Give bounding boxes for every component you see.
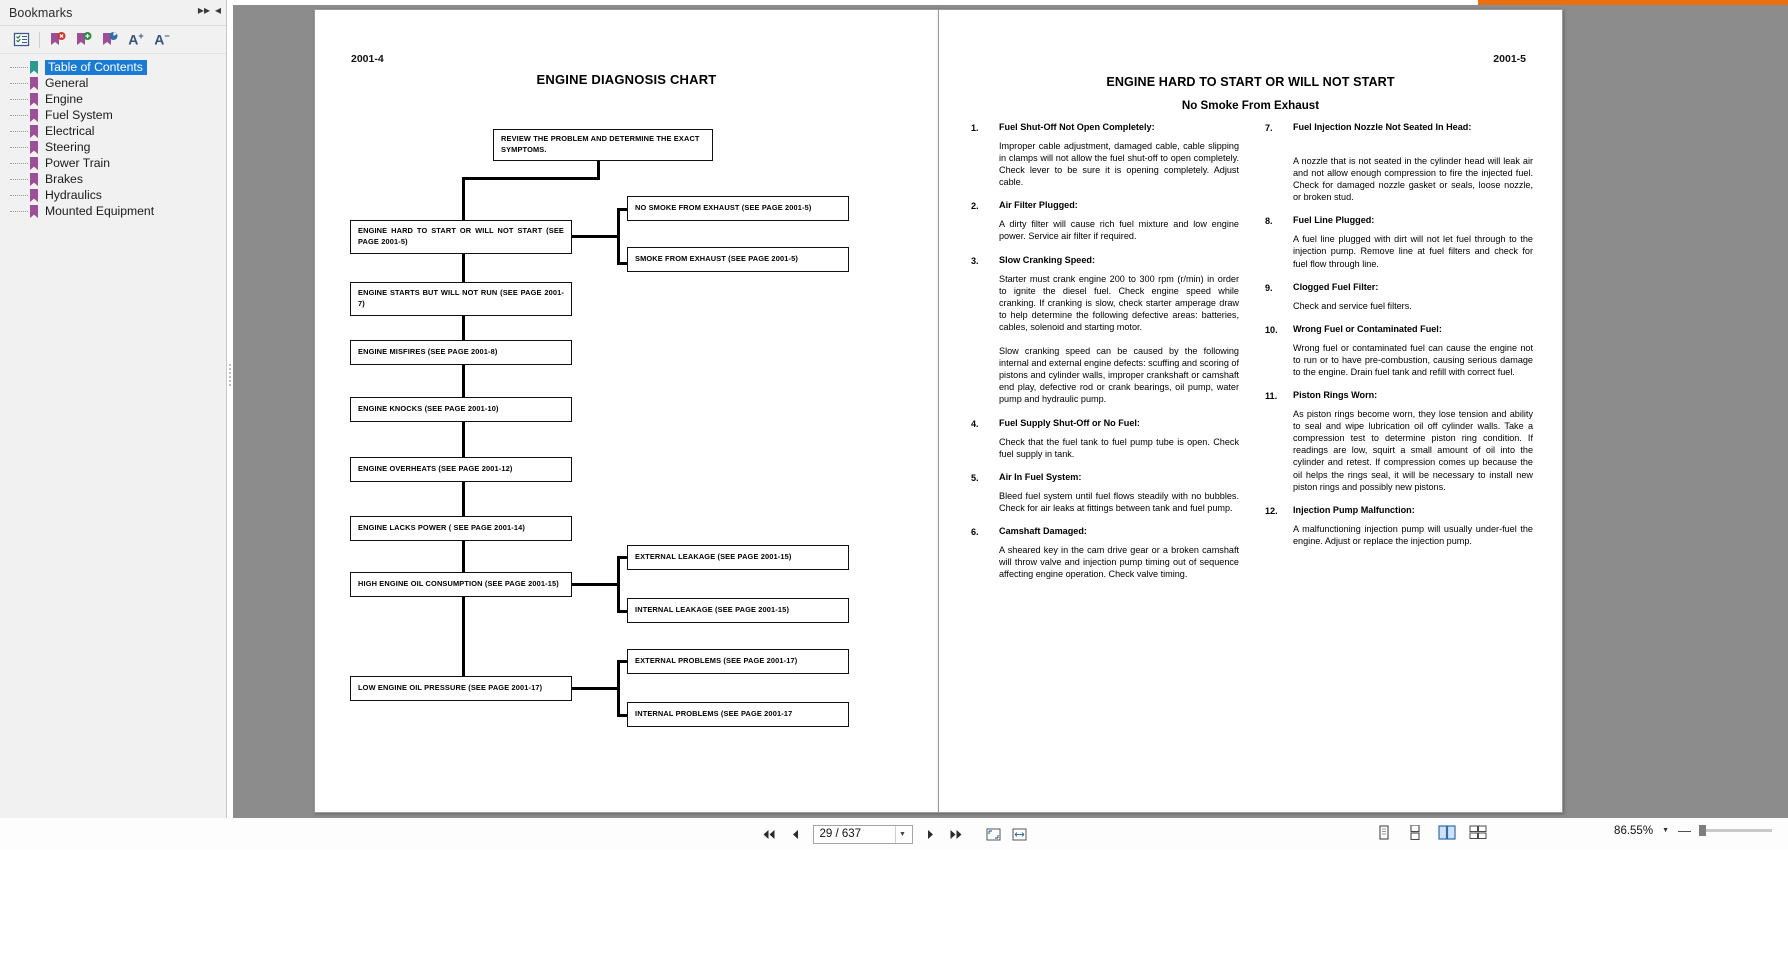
- item-heading: Fuel Supply Shut-Off or No Fuel:: [999, 417, 1140, 428]
- sidebar-item-mounted-equipment[interactable]: [0, 203, 226, 219]
- item-number: 9.: [1265, 282, 1273, 293]
- flow-node-hard-to-start[interactable]: ENGINE HARD TO START OR WILL NOT START (SEE PAGE 2001-5): [350, 220, 572, 254]
- status-bar: [0, 818, 1788, 960]
- connector: [462, 177, 600, 180]
- item-paragraph: Wrong fuel or contaminated fuel can cause the engine not to run or to have pre-combustion, causing serious damage to the engine. Drain fuel tank and refill with correct fuel.: [1293, 342, 1533, 377]
- bookmark-flag-icon: [29, 109, 39, 122]
- item-number: 10.: [1265, 324, 1278, 335]
- bookmarks-sidebar: [0, 0, 227, 818]
- item-paragraph: Slow cranking speed can be caused by the following internal and external engine defects: scuffing and scoring of pistons and cylinder walls, improper crankshaft or camshaft end play, defective rod or crank bearings, oil pump, water pump and hydraulic pump.: [999, 346, 1239, 405]
- zoom-slider-knob[interactable]: [1699, 825, 1706, 836]
- document-viewer: [233, 5, 1788, 818]
- item-heading: Clogged Fuel Filter:: [1293, 281, 1379, 292]
- engine-diagnosis-flowchart: [315, 10, 939, 813]
- item-number: 5.: [971, 472, 979, 483]
- list-item: [1265, 324, 1533, 378]
- flow-node-external-problems[interactable]: EXTERNAL PROBLEMS (SEE PAGE 2001-17): [627, 649, 849, 674]
- last-page-button[interactable]: [948, 826, 965, 843]
- list-item: [971, 122, 1239, 188]
- flow-node-knocks[interactable]: ENGINE KNOCKS (SEE PAGE 2001-10): [350, 397, 572, 422]
- list-item: [971, 418, 1239, 460]
- chevron-down-icon[interactable]: ▼: [895, 826, 910, 843]
- expand-current-bookmark-button[interactable]: [8, 29, 34, 51]
- tree-connector: [10, 67, 28, 68]
- item-paragraph: A malfunctioning injection pump will usually under-fuel the engine. Adjust or replace the injection pump.: [1293, 523, 1533, 546]
- sidebar-item-label: Table of Contents: [45, 60, 147, 75]
- tree-connector: [10, 147, 28, 148]
- page-left[interactable]: [314, 9, 939, 813]
- article-column-right: [1265, 122, 1533, 593]
- page-navigation-bar: [0, 818, 1788, 850]
- fit-width-button[interactable]: [1011, 826, 1028, 843]
- bookmark-flag-icon: [29, 205, 39, 218]
- tree-connector: [10, 99, 28, 100]
- view-mode-group: [1376, 825, 1488, 842]
- list-item: [1265, 122, 1533, 203]
- article-column-left: [971, 122, 1239, 593]
- item-paragraph: A dirty filter will cause rich fuel mixture and low engine power. Service air filter if required.: [999, 219, 1239, 242]
- item-number: 3.: [971, 255, 979, 266]
- item-paragraph: A fuel line plugged with dirt will not let fuel through to the injection pump. Remove line at fuel filters and check for fuel flow through line.: [1293, 234, 1533, 269]
- flow-node-internal-leakage[interactable]: INTERNAL LEAKAGE (SEE PAGE 2001-15): [627, 598, 849, 623]
- list-item: [971, 472, 1239, 514]
- tree-connector: [10, 179, 28, 180]
- hide-panel-icon[interactable]: ◂: [214, 3, 221, 17]
- continuous-view-icon[interactable]: [1407, 825, 1426, 842]
- sidebar-item-label: Brakes: [45, 172, 83, 186]
- flow-node-review[interactable]: REVIEW THE PROBLEM AND DETERMINE THE EXACT SYMPTOMS.: [493, 129, 713, 161]
- zoom-out-button[interactable]: —: [1678, 823, 1691, 838]
- item-number: 4.: [971, 418, 979, 429]
- list-item: [1265, 390, 1533, 493]
- sidebar-item-label: General: [45, 76, 89, 90]
- increase-text-size-button[interactable]: A+: [128, 31, 144, 48]
- bookmarks-title: Bookmarks: [9, 5, 73, 20]
- flow-node-low-oil-pressure[interactable]: LOW ENGINE OIL PRESSURE (SEE PAGE 2001-17): [350, 676, 572, 701]
- flow-node-external-leakage[interactable]: EXTERNAL LEAKAGE (SEE PAGE 2001-15): [627, 545, 849, 570]
- tree-connector: [10, 211, 28, 212]
- zoom-slider[interactable]: [1700, 829, 1772, 832]
- page-number-value: 29 / 637: [819, 828, 862, 840]
- bookmarks-toolbar: [0, 26, 226, 54]
- sidebar-item-label: Hydraulics: [45, 188, 102, 202]
- tree-connector: [10, 131, 28, 132]
- facing-pages-view-icon[interactable]: [1438, 825, 1457, 842]
- bookmarks-tree: [0, 54, 226, 219]
- item-paragraph: A sheared key in the cam drive gear or a broken camshaft will throw valve and injection pump timing out of sequence affecting engine operation. Check valve timing.: [999, 544, 1239, 580]
- item-paragraph: A nozzle that is not seated in the cylinder head will leak air and not allow enough compression to fire the injected fuel. Check for damaged nozzle gasket or seals, loose nozzle, or broken stud.: [1293, 156, 1533, 203]
- flow-node-internal-problems[interactable]: INTERNAL PROBLEMS (SEE PAGE 2001-17: [627, 702, 849, 727]
- page-folio-right: 2001-5: [1493, 53, 1526, 65]
- sidebar-item-general[interactable]: [0, 75, 226, 91]
- item-paragraph: Check that the fuel tank to fuel pump tube is open. Check fuel supply in tank.: [999, 436, 1239, 459]
- item-heading: Fuel Shut-Off Not Open Completely:: [999, 122, 1155, 132]
- item-heading: Wrong Fuel or Contaminated Fuel:: [1293, 323, 1442, 334]
- item-heading: Fuel Injection Nozzle Not Seated In Head:: [1293, 122, 1472, 132]
- book-view-icon[interactable]: [1469, 825, 1488, 842]
- item-paragraph: Starter must crank engine 200 to 300 rpm (r/min) in order to ignite the diesel fuel. Check engine speed while cranking. If cranking is slow, check starter amperage draw to help determine the following defective areas: batteries, cables, solenoid and starting motor.: [999, 273, 1239, 332]
- flow-node-high-oil-consumption[interactable]: HIGH ENGINE OIL CONSUMPTION (SEE PAGE 2001-15): [350, 572, 572, 597]
- flow-node-misfires[interactable]: ENGINE MISFIRES (SEE PAGE 2001-8): [350, 340, 572, 365]
- next-page-button[interactable]: [922, 826, 939, 843]
- sidebar-item-label: Steering: [45, 140, 91, 154]
- fit-page-button[interactable]: [985, 826, 1002, 843]
- sidebar-item-hydraulics[interactable]: [0, 187, 226, 203]
- list-item: [971, 255, 1239, 406]
- sidebar-item-table-of-contents[interactable]: [0, 59, 226, 75]
- article-columns: [971, 122, 1533, 593]
- list-item: [1265, 215, 1533, 269]
- list-item: [971, 200, 1239, 242]
- sidebar-item-power-train[interactable]: [0, 155, 226, 171]
- flow-node-no-smoke[interactable]: NO SMOKE FROM EXHAUST (SEE PAGE 2001-5): [627, 196, 849, 221]
- first-page-button[interactable]: [761, 826, 778, 843]
- flow-node-starts-not-run[interactable]: ENGINE STARTS BUT WILL NOT RUN (SEE PAGE 2001-7): [350, 282, 572, 316]
- item-number: 2.: [971, 201, 979, 212]
- sidebar-item-brakes[interactable]: [0, 171, 226, 187]
- sidebar-item-label: Mounted Equipment: [45, 204, 155, 218]
- article-heading: ENGINE HARD TO START OR WILL NOT START: [1106, 75, 1395, 89]
- chevron-down-icon[interactable]: ▼: [1662, 827, 1669, 834]
- tree-connector: [10, 163, 28, 164]
- item-heading: Air Filter Plugged:: [999, 200, 1078, 211]
- chart-title: ENGINE DIAGNOSIS CHART: [536, 72, 717, 87]
- list-item: [1265, 505, 1533, 547]
- item-number: 1.: [971, 123, 979, 133]
- sidebar-item-label: Engine: [45, 92, 83, 106]
- decrease-text-size-button[interactable]: A−: [154, 31, 170, 48]
- item-heading: Injection Pump Malfunction:: [1293, 504, 1415, 515]
- list-item: [1265, 282, 1533, 312]
- item-heading: Piston Rings Worn:: [1293, 390, 1378, 401]
- item-heading: Slow Cranking Speed:: [999, 254, 1096, 265]
- page-folio-left: 2001-4: [351, 53, 384, 65]
- connector: [617, 660, 620, 717]
- bookmark-flag-icon: [29, 77, 39, 90]
- tree-connector: [10, 195, 28, 196]
- item-heading: Camshaft Damaged:: [999, 525, 1087, 536]
- item-number: 7.: [1265, 123, 1273, 133]
- single-page-view-icon[interactable]: [1376, 825, 1395, 842]
- bookmarks-header: [0, 0, 226, 26]
- sidebar-item-label: Fuel System: [45, 108, 113, 122]
- sidebar-item-fuel-system[interactable]: [0, 107, 226, 123]
- zoom-level-label: 86.55%: [1614, 824, 1654, 837]
- bookmark-flag-icon: [29, 141, 39, 154]
- bookmark-flag-icon: [29, 125, 39, 138]
- item-paragraph: Bleed fuel system until fuel flows steadily with no bubbles. Check for air leaks at fittings between tank and fuel pump.: [999, 490, 1239, 513]
- bookmark-options-button[interactable]: [97, 29, 123, 51]
- flow-node-overheats[interactable]: ENGINE OVERHEATS (SEE PAGE 2001-12): [350, 457, 572, 482]
- sidebar-item-steering[interactable]: [0, 139, 226, 155]
- flow-node-lacks-power[interactable]: ENGINE LACKS POWER ( SEE PAGE 2001-14): [350, 516, 572, 541]
- add-bookmark-button[interactable]: [71, 29, 97, 51]
- toolbar-separator: [39, 32, 40, 48]
- article-subheading: No Smoke From Exhaust: [1181, 99, 1320, 112]
- tree-connector: [10, 83, 28, 84]
- page-right[interactable]: [938, 9, 1563, 813]
- item-number: 11.: [1265, 391, 1278, 402]
- item-paragraph: Check and service fuel filters.: [1293, 300, 1412, 311]
- connector: [572, 235, 620, 238]
- sidebar-item-electrical[interactable]: [0, 123, 226, 139]
- item-heading: Fuel Line Plugged:: [1293, 215, 1375, 226]
- connector: [572, 687, 620, 690]
- bookmark-flag-icon: [29, 93, 39, 106]
- zoom-controls: [1614, 824, 1772, 837]
- flow-node-smoke[interactable]: SMOKE FROM EXHAUST (SEE PAGE 2001-5): [627, 247, 849, 272]
- sidebar-item-engine[interactable]: [0, 91, 226, 107]
- connector: [572, 583, 620, 586]
- sidebar-item-label: Electrical: [45, 124, 95, 138]
- item-number: 8.: [1265, 216, 1273, 227]
- delete-bookmark-button[interactable]: [45, 29, 71, 51]
- bookmark-flag-icon: [29, 173, 39, 186]
- connector: [617, 556, 620, 613]
- connector: [617, 208, 620, 265]
- item-heading: Air In Fuel System:: [999, 471, 1082, 482]
- page-number-input[interactable]: [813, 825, 913, 844]
- tree-connector: [10, 115, 28, 116]
- sidebar-item-label: Power Train: [45, 156, 111, 170]
- bookmark-flag-icon: [29, 189, 39, 202]
- bookmark-flag-icon: [29, 157, 39, 170]
- item-number: 12.: [1265, 505, 1278, 516]
- collapse-all-icon[interactable]: ▸▸: [197, 3, 210, 17]
- bookmark-flag-icon: [29, 61, 39, 74]
- item-paragraph: Improper cable adjustment, damaged cable, cable slipping in clamps will not allow the fuel shut-off to open completely. Check lever to be sure it is opening completely. Adjust cable.: [999, 141, 1239, 188]
- list-item: [971, 526, 1239, 580]
- item-number: 6.: [971, 526, 979, 537]
- item-paragraph: As piston rings become worn, they lose tension and ability to seal and wipe lubrication oil off cylinder walls. Take a compression test to determine piston ring condition. If readings are low, squirt a small amount of oil into the cylinder and retest. If compression comes up because the oil helps the rings seal, it will be necessary to install new piston rings and possibly new pistons.: [1293, 409, 1533, 492]
- previous-page-button[interactable]: [787, 826, 804, 843]
